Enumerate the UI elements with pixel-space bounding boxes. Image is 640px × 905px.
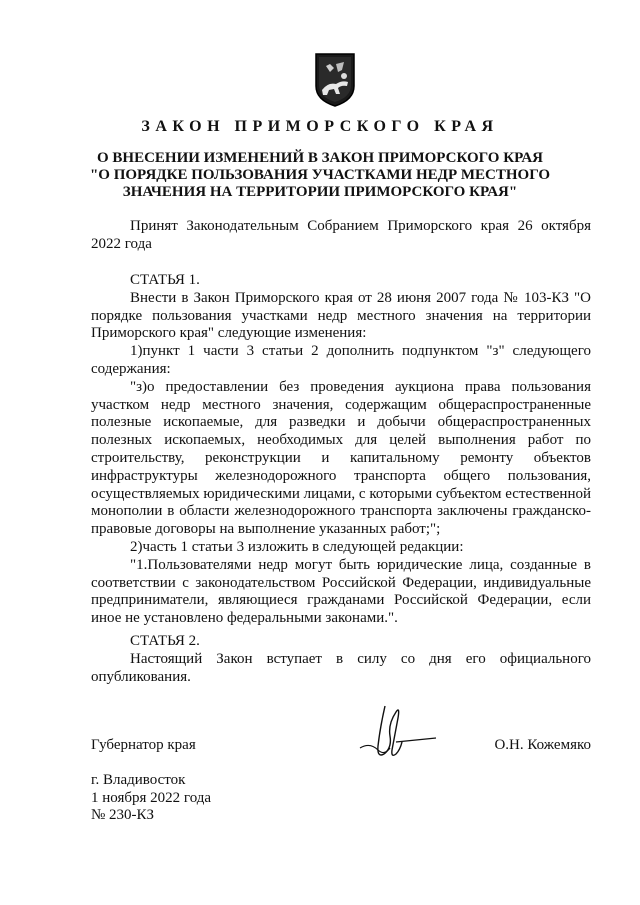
- article-1-intro: Внести в Закон Приморского края от 28 июня 2007 года № 103-КЗ "О порядке пользования участками недр местного значения на территории Приморского края" следующие изменения:: [91, 289, 591, 342]
- subtitle-line: О ВНЕСЕНИИ ИЗМЕНЕНИЙ В ЗАКОН ПРИМОРСКОГО КРАЯ: [97, 150, 543, 166]
- article-2-heading: СТАТЬЯ 2.: [130, 633, 200, 649]
- article-1-item-1: 1)пункт 1 части 3 статьи 2 дополнить подпунктом "з" следующего содержания:: [91, 343, 591, 377]
- signer-position: Губернатор края: [91, 737, 196, 753]
- article-1-heading: СТАТЬЯ 1.: [130, 272, 200, 288]
- article-1-item-2: 2)часть 1 статьи 3 изложить в следующей редакции:: [130, 538, 464, 555]
- subtitle-line: "О ПОРЯДКЕ ПОЛЬЗОВАНИЯ УЧАСТКАМИ НЕДР МЕСТНОГО: [89, 167, 551, 183]
- article-2: [91, 633, 591, 686]
- article-1-item-2-text: "1.Пользователями недр могут быть юридические лица, созданные в соответствии с законодательством Российской Федерации, индивидуальные предприниматели, являющиеся гражданами Российской Федерации, если иное не установлено федеральными законами.".: [91, 556, 591, 627]
- law-title: ЗАКОН ПРИМОРСКОГО КРАЯ: [141, 118, 499, 135]
- document-footer: [91, 772, 211, 825]
- article-1: [91, 272, 591, 628]
- law-subtitle: [80, 150, 560, 201]
- footer-city: г. Владивосток: [91, 772, 186, 788]
- adopted-paragraph: [91, 218, 591, 254]
- signature-icon: [340, 698, 440, 768]
- signer-name: О.Н. Кожемяко: [494, 737, 591, 753]
- footer-number: № 230-КЗ: [91, 807, 155, 823]
- footer-date: 1 ноября 2022 года: [91, 789, 212, 806]
- article-2-text: Настоящий Закон вступает в силу со дня его официального опубликования.: [91, 650, 591, 685]
- adopted-text: Принят Законодательным Собранием Приморского края 26 октября 2022 года: [91, 218, 591, 252]
- article-1-item-1-text: "з)о предоставлении без проведения аукциона права пользования участком недр местного значения, содержащим общераспространенные полезные ископаемые, для разведки и добычи общераспространенных полезных ископаемых, необходимых для целей выполнения работ по строительству, реконструкции и капитальному ремонту объектов инфраструктуры железнодорожного транспорта общего пользования, осуществляемых юридическими лицами, с которыми субъектом естественной монополии в области железнодорожного транспорта заключены гражданско-правовые договоры на выполнение указанных работ;";: [91, 378, 591, 538]
- subtitle-line: ЗНАЧЕНИЯ НА ТЕРРИТОРИИ ПРИМОРСКОГО КРАЯ": [122, 184, 518, 200]
- coat-of-arms-icon: [314, 52, 356, 108]
